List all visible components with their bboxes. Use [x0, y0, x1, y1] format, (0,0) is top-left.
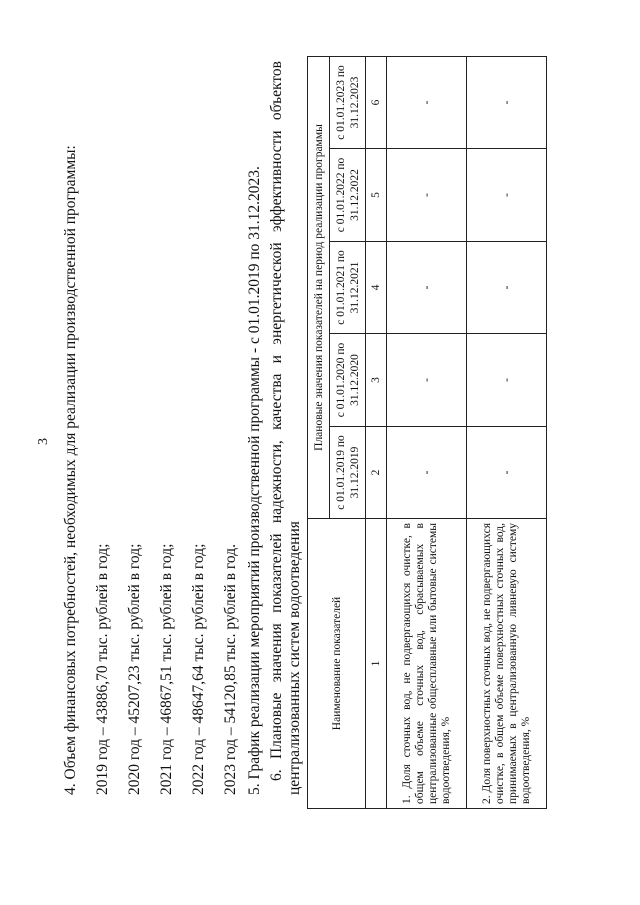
period-column-header: с 01.01.2023 по 31.12.2023 — [330, 57, 366, 149]
section4-item: 2021 год – 46867,51 тыс. рублей в год; — [158, 543, 175, 795]
indicator-value: - — [467, 427, 547, 519]
section6-line1: 6. Плановые значения показателей надежности, качества и энергетической эффективности объектов — [268, 61, 285, 781]
column-number: 4 — [366, 242, 387, 334]
period-column-header: с 01.01.2022 по 31.12.2022 — [330, 149, 366, 242]
section4-item: 2023 год – 54120,85 тыс. рублей в год. — [222, 544, 239, 795]
indicator-name: 2. Доля поверхностных сточных вод, не подвергающихся очистке, в общем объеме поверхностных сточных вод, принимаемых в централизованную ливневую систему водоотведения, % — [467, 519, 547, 809]
section4-title: 4. Объем финансовых потребностей, необходимых для реализации производственной программы: — [62, 145, 79, 795]
section4-item: 2019 год – 43886,70 тыс. рублей в год; — [94, 543, 111, 795]
indicator-value: - — [387, 242, 467, 334]
header-name-cell: Наименование показателей — [308, 519, 366, 809]
column-number-row — [366, 57, 387, 809]
indicator-value: - — [387, 57, 467, 149]
page-number: 3 — [36, 438, 51, 445]
indicator-value: - — [467, 242, 547, 334]
column-number: 3 — [366, 334, 387, 427]
section6-line2: централизованных систем водоотведения — [286, 521, 303, 795]
column-number: 1 — [366, 519, 387, 809]
section5-title: 5. График реализации мероприятий производственной программы - с 01.01.2019 по 31.12.2023. — [246, 166, 263, 795]
indicator-value: - — [467, 149, 547, 242]
table-row — [387, 57, 467, 809]
indicator-name: 1. Доля сточных вод, не подвергающихся очистке, в общем объеме сточных вод, сбрасываемых в централизованные общесплавные или бытовые системы водоотведения, % — [387, 519, 467, 809]
indicator-value: - — [387, 334, 467, 427]
indicator-value: - — [467, 57, 547, 149]
column-number: 2 — [366, 427, 387, 519]
section4-item: 2020 год – 45207,23 тыс. рублей в год; — [126, 543, 143, 795]
table-header-row — [308, 57, 330, 809]
period-column-header: с 01.01.2019 по 31.12.2019 — [330, 427, 366, 519]
section6-heading — [268, 61, 304, 795]
column-number: 5 — [366, 149, 387, 242]
header-period-cell: Плановые значения показателей на период реализации программы — [308, 57, 330, 519]
indicator-value: - — [387, 427, 467, 519]
section4-item: 2022 год – 48647,64 тыс. рублей в год; — [190, 543, 207, 795]
column-number: 6 — [366, 57, 387, 149]
table-row — [467, 57, 547, 809]
indicator-value: - — [467, 334, 547, 427]
indicators-table — [307, 56, 547, 809]
indicator-value: - — [387, 149, 467, 242]
period-column-header: с 01.01.2020 по 31.12.2020 — [330, 334, 366, 427]
period-column-header: с 01.01.2021 по 31.12.2021 — [330, 242, 366, 334]
